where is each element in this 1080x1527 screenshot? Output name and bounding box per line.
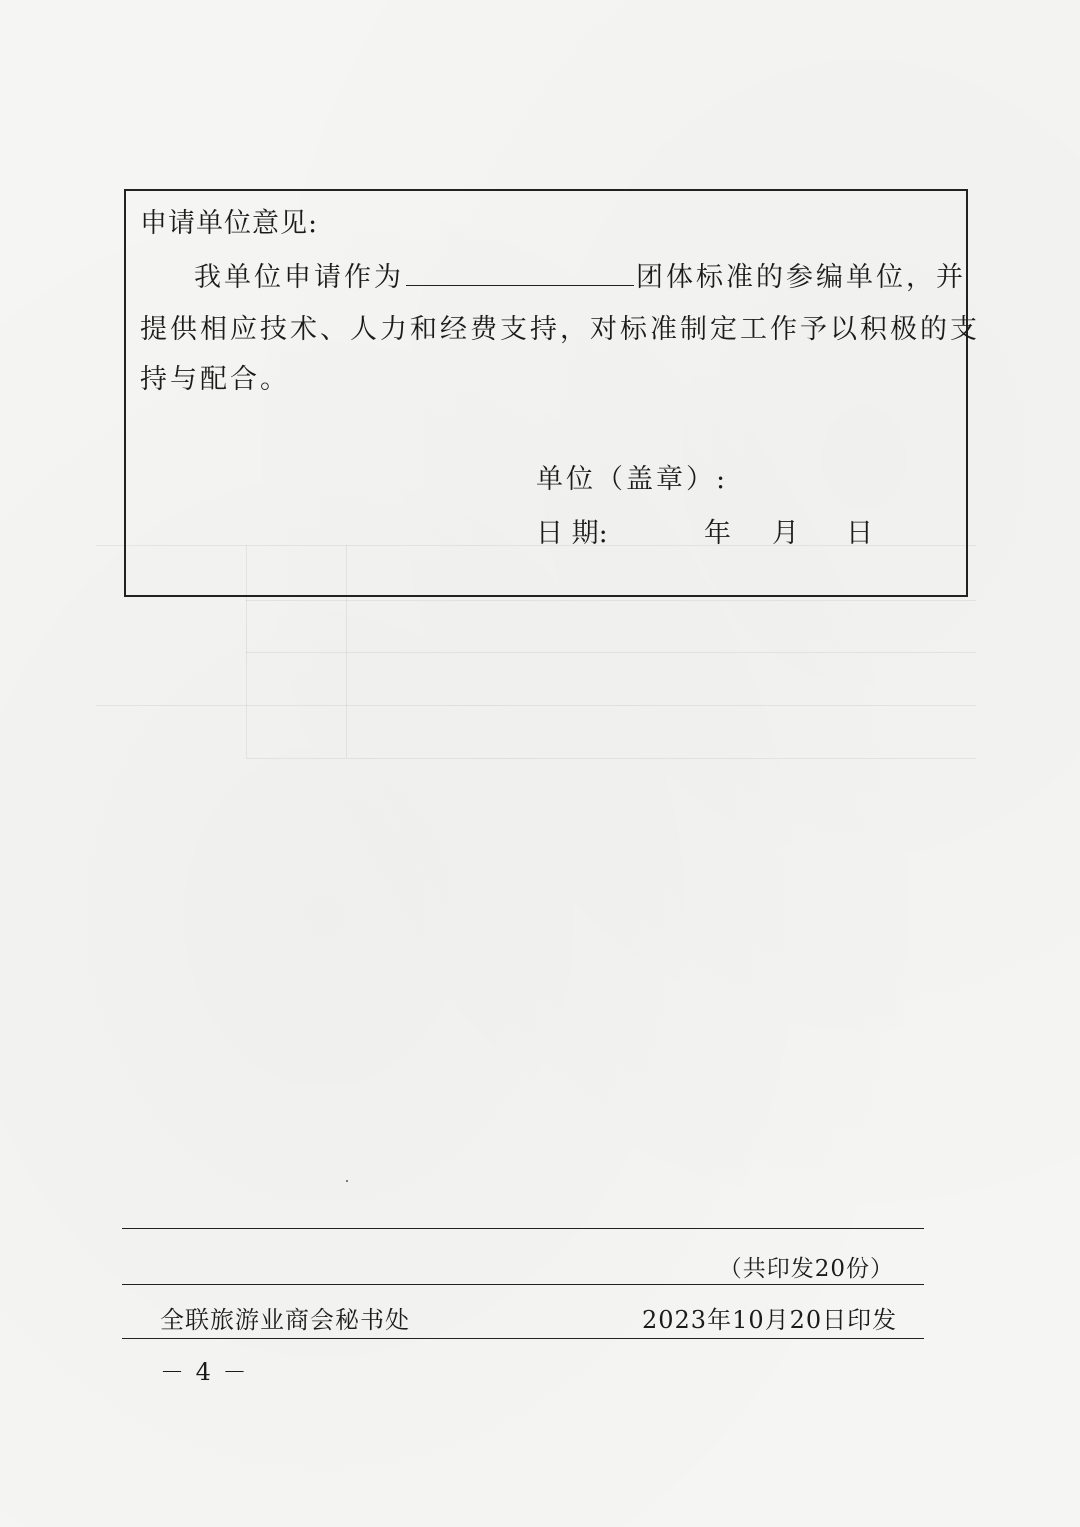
application-statement-line-3: 持与配合。 [140, 364, 290, 395]
scan-speck [346, 1180, 348, 1182]
issuing-office: 全联旅游业商会秘书处 [160, 1306, 410, 1334]
bleed-through-line [96, 705, 976, 706]
footer-middle-rule [122, 1284, 924, 1285]
footer-top-rule [122, 1228, 924, 1229]
print-copies: （共印发20份） [718, 1256, 894, 1282]
statement-prefix: 我单位申请作为 [194, 262, 404, 293]
standard-name-blank [406, 259, 634, 286]
bleed-through-line [246, 758, 976, 759]
bleed-through-line [246, 600, 976, 601]
statement-suffix: 团体标准的参编单位，并 [636, 262, 966, 293]
month-label: 月 [772, 518, 799, 549]
application-statement-line-2: 提供相应技术、人力和经费支持，对标准制定工作予以积极的支 [140, 314, 980, 345]
page-number: － 4 － [160, 1358, 249, 1386]
application-statement-line-1 [194, 255, 966, 294]
applicant-opinion-heading: 申请单位意见: [140, 208, 319, 239]
applicant-opinion-box [124, 189, 980, 597]
year-label: 年 [704, 518, 731, 549]
day-label: 日 [846, 518, 873, 549]
issue-date: 2023年10月20日印发 [642, 1306, 898, 1334]
footer-bottom-rule [122, 1338, 924, 1339]
date-label: 日 期: [536, 518, 608, 549]
unit-seal-label: 单位（盖章）: [536, 464, 729, 495]
bleed-through-line [246, 652, 976, 653]
